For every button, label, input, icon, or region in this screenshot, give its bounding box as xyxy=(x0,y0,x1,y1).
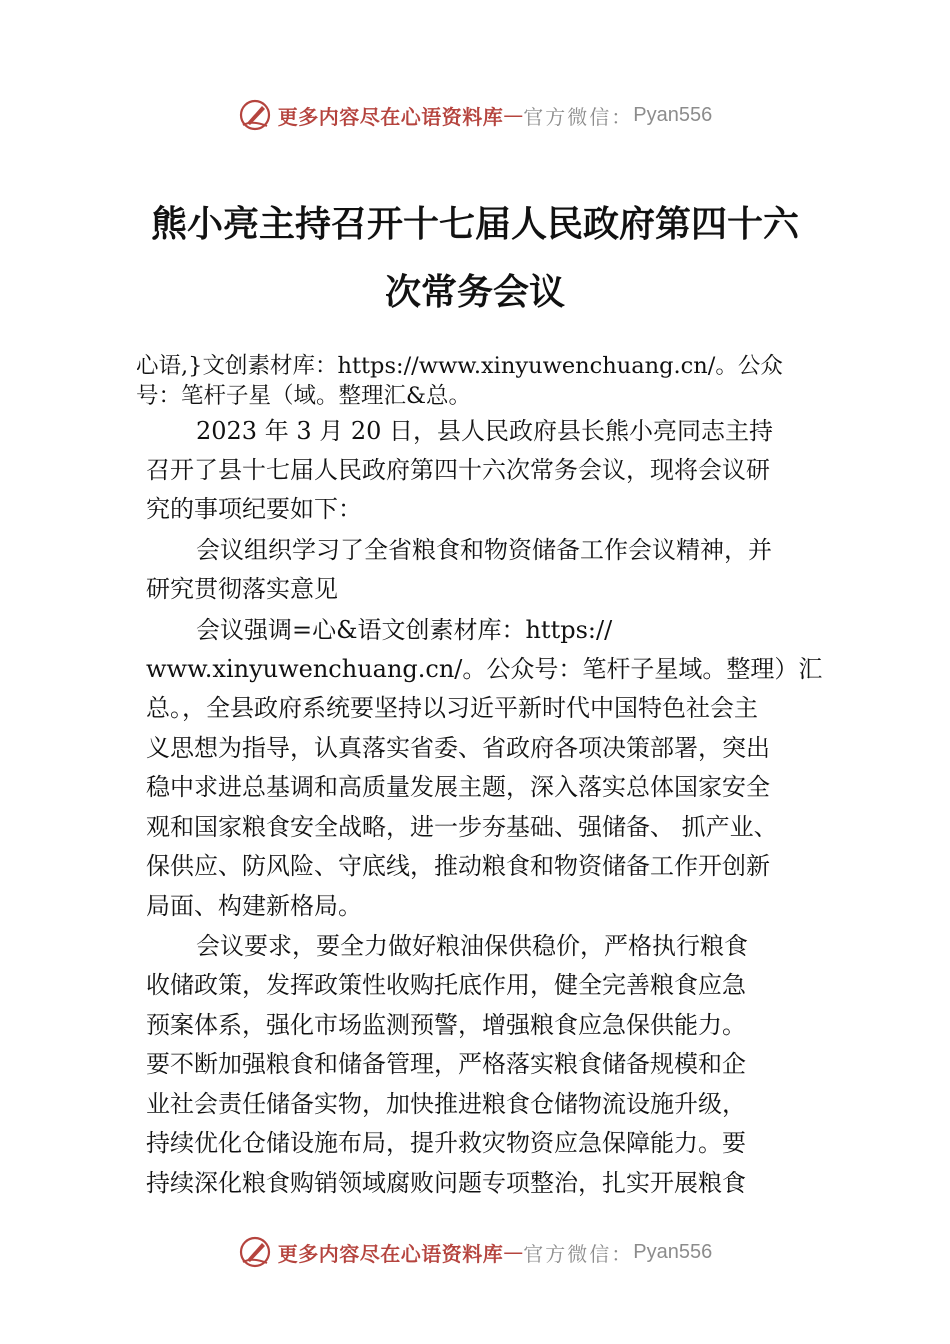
header-banner xyxy=(0,95,950,135)
banner-text: 更多内容尽在心语资料库 xyxy=(277,104,504,129)
doc-title-line-2: 次常务会议 xyxy=(384,271,565,313)
paragraph-4-line-6: 持续优化仓储设施布局，提升救灾物资应急保障能力。要 xyxy=(146,1129,746,1157)
banner-wechat-label: 官方微信： xyxy=(523,1241,634,1266)
source-line-1: 心语,}文创素材库：https://www.xinyuwenchuang.cn/。公众 xyxy=(136,353,783,379)
doc-title-line-1: 熊小亮主持召开十七届人民政府第四十六 xyxy=(150,203,799,245)
source-line-2: 号：笔杆子星（域。整理汇&总。 xyxy=(136,383,472,409)
banner-separator: — xyxy=(503,1240,524,1264)
paragraph-2-line-1: 会议组织学习了全省粮食和物资储备工作会议精神，并 xyxy=(196,536,772,564)
paragraph-4-line-1: 会议要求，要全力做好粮油保供稳价，严格执行粮食 xyxy=(196,932,748,960)
paragraph-3-line-7: 保供应、防风险、守底线，推动粮食和物资储备工作开创新 xyxy=(146,852,770,880)
paragraph-2-line-2: 研究贯彻落实意见 xyxy=(146,575,338,603)
banner-wechat-id: Pyan556 xyxy=(633,1240,713,1263)
paragraph-4-line-4: 要不断加强粮食和储备管理，严格落实粮食储备规模和企 xyxy=(146,1050,746,1078)
pen-logo-icon xyxy=(238,98,272,132)
paragraph-3-line-2: www.xinyuwenchuang.cn/。公众号：笔杆子星域。整理）汇 xyxy=(146,655,823,683)
banner-text: 更多内容尽在心语资料库 xyxy=(277,1241,504,1266)
paragraph-3-line-4: 义思想为指导，认真落实省委、省政府各项决策部署，突出 xyxy=(146,734,770,762)
paragraph-3-line-1: 会议强调=心&语文创素材库：https:// xyxy=(196,616,613,644)
paragraph-3-line-6: 观和国家粮食安全战略，进一步夯基础、强储备、 抓产业、 xyxy=(146,813,778,841)
paragraph-3-line-8: 局面、构建新格局。 xyxy=(146,892,362,920)
paragraph-4-line-5: 业社会责任储备实物，加快推进粮食仓储物流设施升级， xyxy=(146,1090,746,1118)
pen-logo-icon xyxy=(238,1235,272,1269)
paragraph-4-line-7: 持续深化粮食购销领域腐败问题专项整治，扎实开展粮食 xyxy=(146,1169,746,1197)
banner-separator: — xyxy=(503,103,524,127)
paragraph-1-line-2: 召开了县十七届人民政府第四十六次常务会议，现将会议研 xyxy=(146,456,770,484)
paragraph-1-line-3: 究的事项纪要如下： xyxy=(146,495,362,523)
paragraph-3-line-5: 稳中求进总基调和高质量发展主题，深入落实总体国家安全 xyxy=(146,773,770,801)
paragraph-4-line-2: 收储政策，发挥政策性收购托底作用，健全完善粮食应急 xyxy=(146,971,746,999)
banner-wechat-label: 官方微信： xyxy=(523,104,634,129)
banner-wechat-id: Pyan556 xyxy=(633,103,713,126)
paragraph-3-line-3: 总。，全县政府系统要坚持以习近平新时代中国特色社会主 xyxy=(146,694,758,722)
footer-banner xyxy=(0,1232,950,1272)
paragraph-1-line-1: 2023 年 3 月 20 日，县人民政府县长熊小亮同志主持 xyxy=(196,417,774,445)
paragraph-4-line-3: 预案体系，强化市场监测预警，增强粮食应急保供能力。 xyxy=(146,1011,746,1039)
